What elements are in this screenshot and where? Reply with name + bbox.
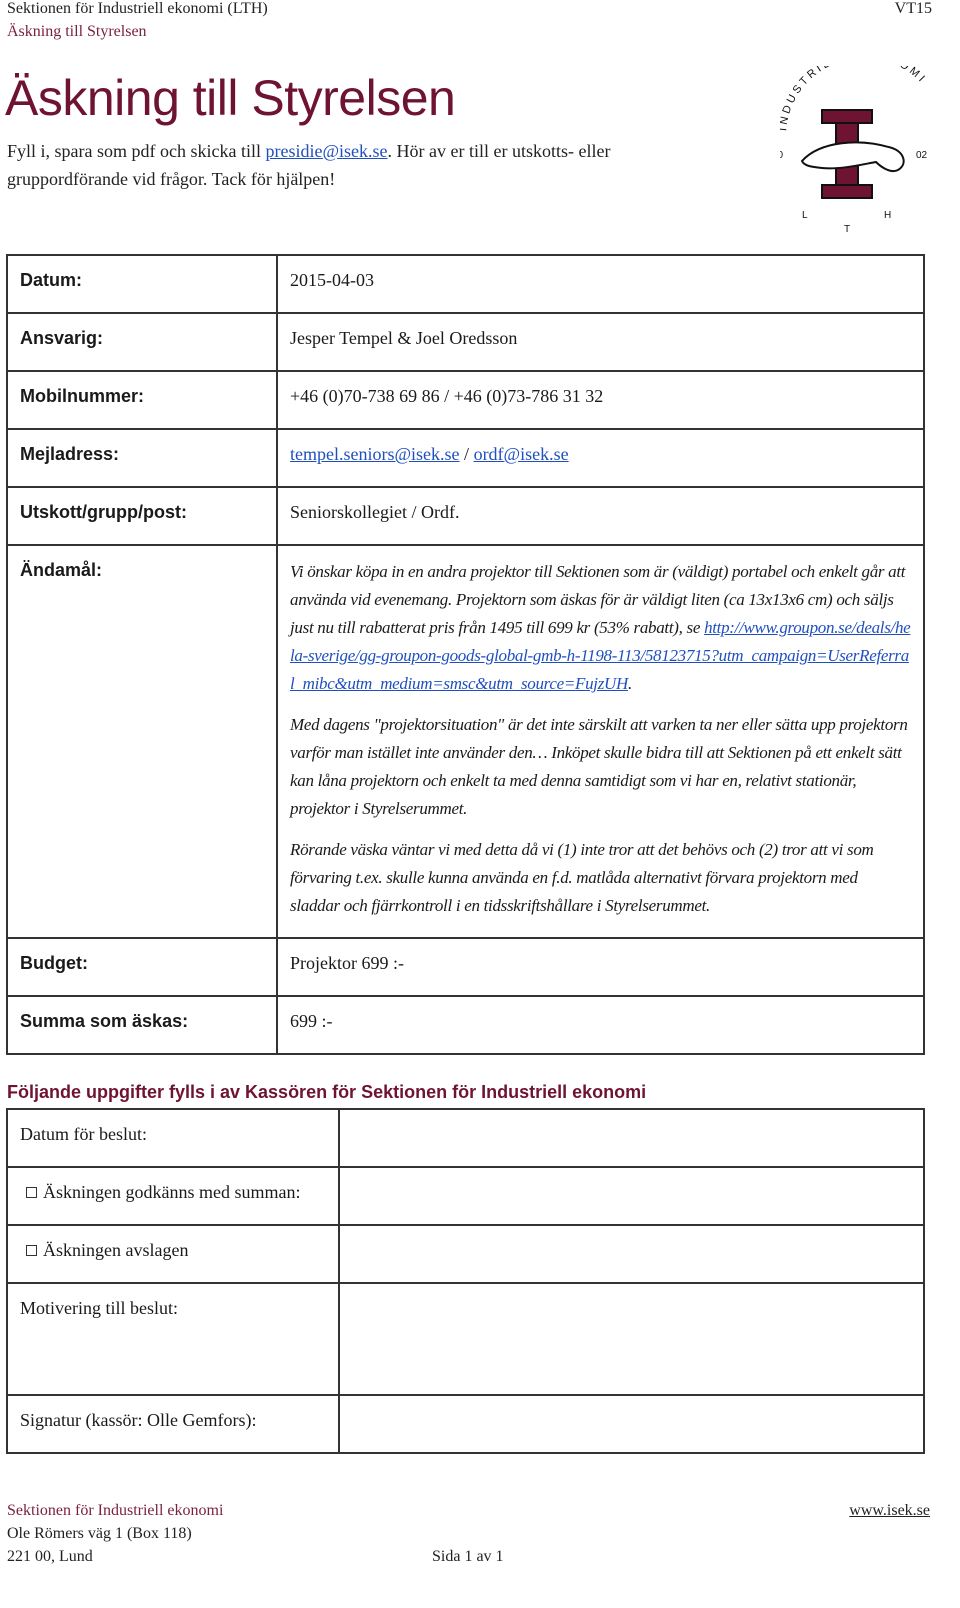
approved-amount-field[interactable]	[339, 1167, 924, 1225]
isek-logo	[780, 66, 960, 246]
treasurer-row-approved	[7, 1167, 924, 1225]
treasurer-row-signature	[7, 1395, 924, 1453]
logo-year-right: 02	[916, 150, 928, 161]
purpose-paragraph-2: Med dagens "projektorsituation" är det inte särskilt att varken ta ner eller sätta upp projektorn varför man istället inte använder den… Inköpet skulle bidra till att Sektionen på ett enkelt sätt kan låna projektorn och enkelt ta med denna samtidigt som vi har en, relativt stationär, projektor i Styrelserummet.	[290, 715, 908, 818]
approved-label: Äskningen godkänns med summan:	[43, 1182, 301, 1202]
form-row-committee	[7, 487, 924, 545]
committee-label: Utskott/grupp/post:	[7, 487, 277, 545]
purpose-paragraph-3: Rörande väska väntar vi med detta då vi (1) inte tror att det behövs och (2) tror att vi som förvaring t.ex. skulle kunna använda en f.d. matlåda alternativt förvara projektorn med sladdar och fjärrkontroll i en tidsskriftshållare i Styrelserummet.	[290, 840, 874, 915]
motivation-field[interactable]	[339, 1283, 924, 1395]
footer-city: 221 00, Lund	[7, 1548, 93, 1565]
request-form-table	[6, 254, 925, 1055]
footer-org: Sektionen för Industriell ekonomi	[7, 1502, 224, 1519]
date-label: Datum:	[7, 255, 277, 313]
budget-label: Budget:	[7, 938, 277, 996]
purpose-p1-end: .	[628, 674, 632, 693]
sum-value[interactable]: 699 :-	[277, 996, 924, 1054]
form-row-email	[7, 429, 924, 487]
budget-value[interactable]: Projektor 699 :-	[277, 938, 924, 996]
intro-before-link: Fyll i, spara som pdf och skicka till	[7, 141, 266, 161]
intro-after-link: . Hör av er till er utskotts- eller gruppordförande vid frågor. Tack för hjälpen!	[7, 141, 611, 189]
rejected-field[interactable]	[339, 1225, 924, 1283]
phone-label: Mobilnummer:	[7, 371, 277, 429]
form-row-budget	[7, 938, 924, 996]
header-term: VT15	[894, 0, 932, 17]
treasurer-row-motivation	[7, 1283, 924, 1395]
form-row-date	[7, 255, 924, 313]
form-row-responsible	[7, 313, 924, 371]
logo-arc-text: DUSTRI OMI	[780, 66, 929, 116]
footer-address: Ole Römers väg 1 (Box 118)	[7, 1525, 192, 1542]
treasurer-row-rejected	[7, 1225, 924, 1283]
motivation-label: Motivering till beslut:	[7, 1283, 339, 1395]
email-separator: /	[459, 444, 474, 464]
committee-value[interactable]: Seniorskollegiet / Ordf.	[277, 487, 924, 545]
rejected-label: Äskningen avslagen	[43, 1240, 189, 1260]
rejected-option	[7, 1225, 339, 1283]
decision-date-field[interactable]	[339, 1109, 924, 1167]
responsible-value[interactable]: Jesper Tempel & Joel Oredsson	[277, 313, 924, 371]
responsible-label: Ansvarig:	[7, 313, 277, 371]
seniors-email-link[interactable]: tempel.seniors@isek.se	[290, 444, 460, 464]
page-title: Äskning till Styrelsen	[5, 70, 456, 126]
treasurer-table	[6, 1108, 925, 1454]
groupon-deal-link[interactable]: http://www.groupon.se/deals/hela-sverige/gg-groupon-goods-global-gmb-h-1198-113/58123715?utm_campaign=UserReferral_mibc&utm_medium=smsc&utm_source=FujzUH	[290, 618, 911, 693]
logo-letter-t: T	[844, 224, 851, 235]
logo-year-left: 0	[780, 150, 784, 161]
footer-website-link[interactable]: www.isek.se	[849, 1502, 930, 1519]
presidie-email-link[interactable]: presidie@isek.se	[265, 141, 388, 161]
treasurer-heading: Följande uppgifter fylls i av Kassören för Sektionen för Industriell ekonomi	[7, 1082, 647, 1102]
purpose-label: Ändamål:	[7, 545, 277, 938]
signature-label: Signatur (kassör: Olle Gemfors):	[7, 1395, 339, 1453]
sum-label: Summa som äskas:	[7, 996, 277, 1054]
purpose-value[interactable]	[277, 545, 924, 938]
approved-checkbox[interactable]	[26, 1187, 37, 1198]
header-org: Sektionen för Industriell ekonomi (LTH)	[7, 0, 268, 17]
signature-field[interactable]	[339, 1395, 924, 1453]
email-label: Mejladress:	[7, 429, 277, 487]
logo-letter-h: H	[884, 210, 892, 221]
intro-text	[7, 137, 697, 193]
form-row-sum	[7, 996, 924, 1054]
form-row-phone	[7, 371, 924, 429]
date-value[interactable]: 2015-04-03	[277, 255, 924, 313]
rejected-checkbox[interactable]	[26, 1245, 37, 1256]
form-row-purpose	[7, 545, 924, 938]
email-value	[277, 429, 924, 487]
header-doc-name: Äskning till Styrelsen	[7, 23, 147, 40]
purpose-paragraph-1	[290, 558, 911, 698]
approved-option	[7, 1167, 339, 1225]
purpose-p1-text: Vi önskar köpa in en andra projektor till Sektionen som är (väldigt) portabel och enkelt går att använda vid evenemang. Projektorn som äskas för är väldigt liten (ca 13x13x6 cm) och säljs just nu till rabatterat pris från 1495 till 699 kr (53% rabatt), se	[290, 562, 906, 637]
ordf-email-link[interactable]: ordf@isek.se	[473, 444, 569, 464]
decision-date-label: Datum för beslut:	[7, 1109, 339, 1167]
logo-letter-l: L	[802, 210, 808, 221]
footer-page-number: Sida 1 av 1	[432, 1548, 504, 1565]
treasurer-row-date	[7, 1109, 924, 1167]
phone-value[interactable]: +46 (0)70-738 69 86 / +46 (0)73-786 31 32	[277, 371, 924, 429]
